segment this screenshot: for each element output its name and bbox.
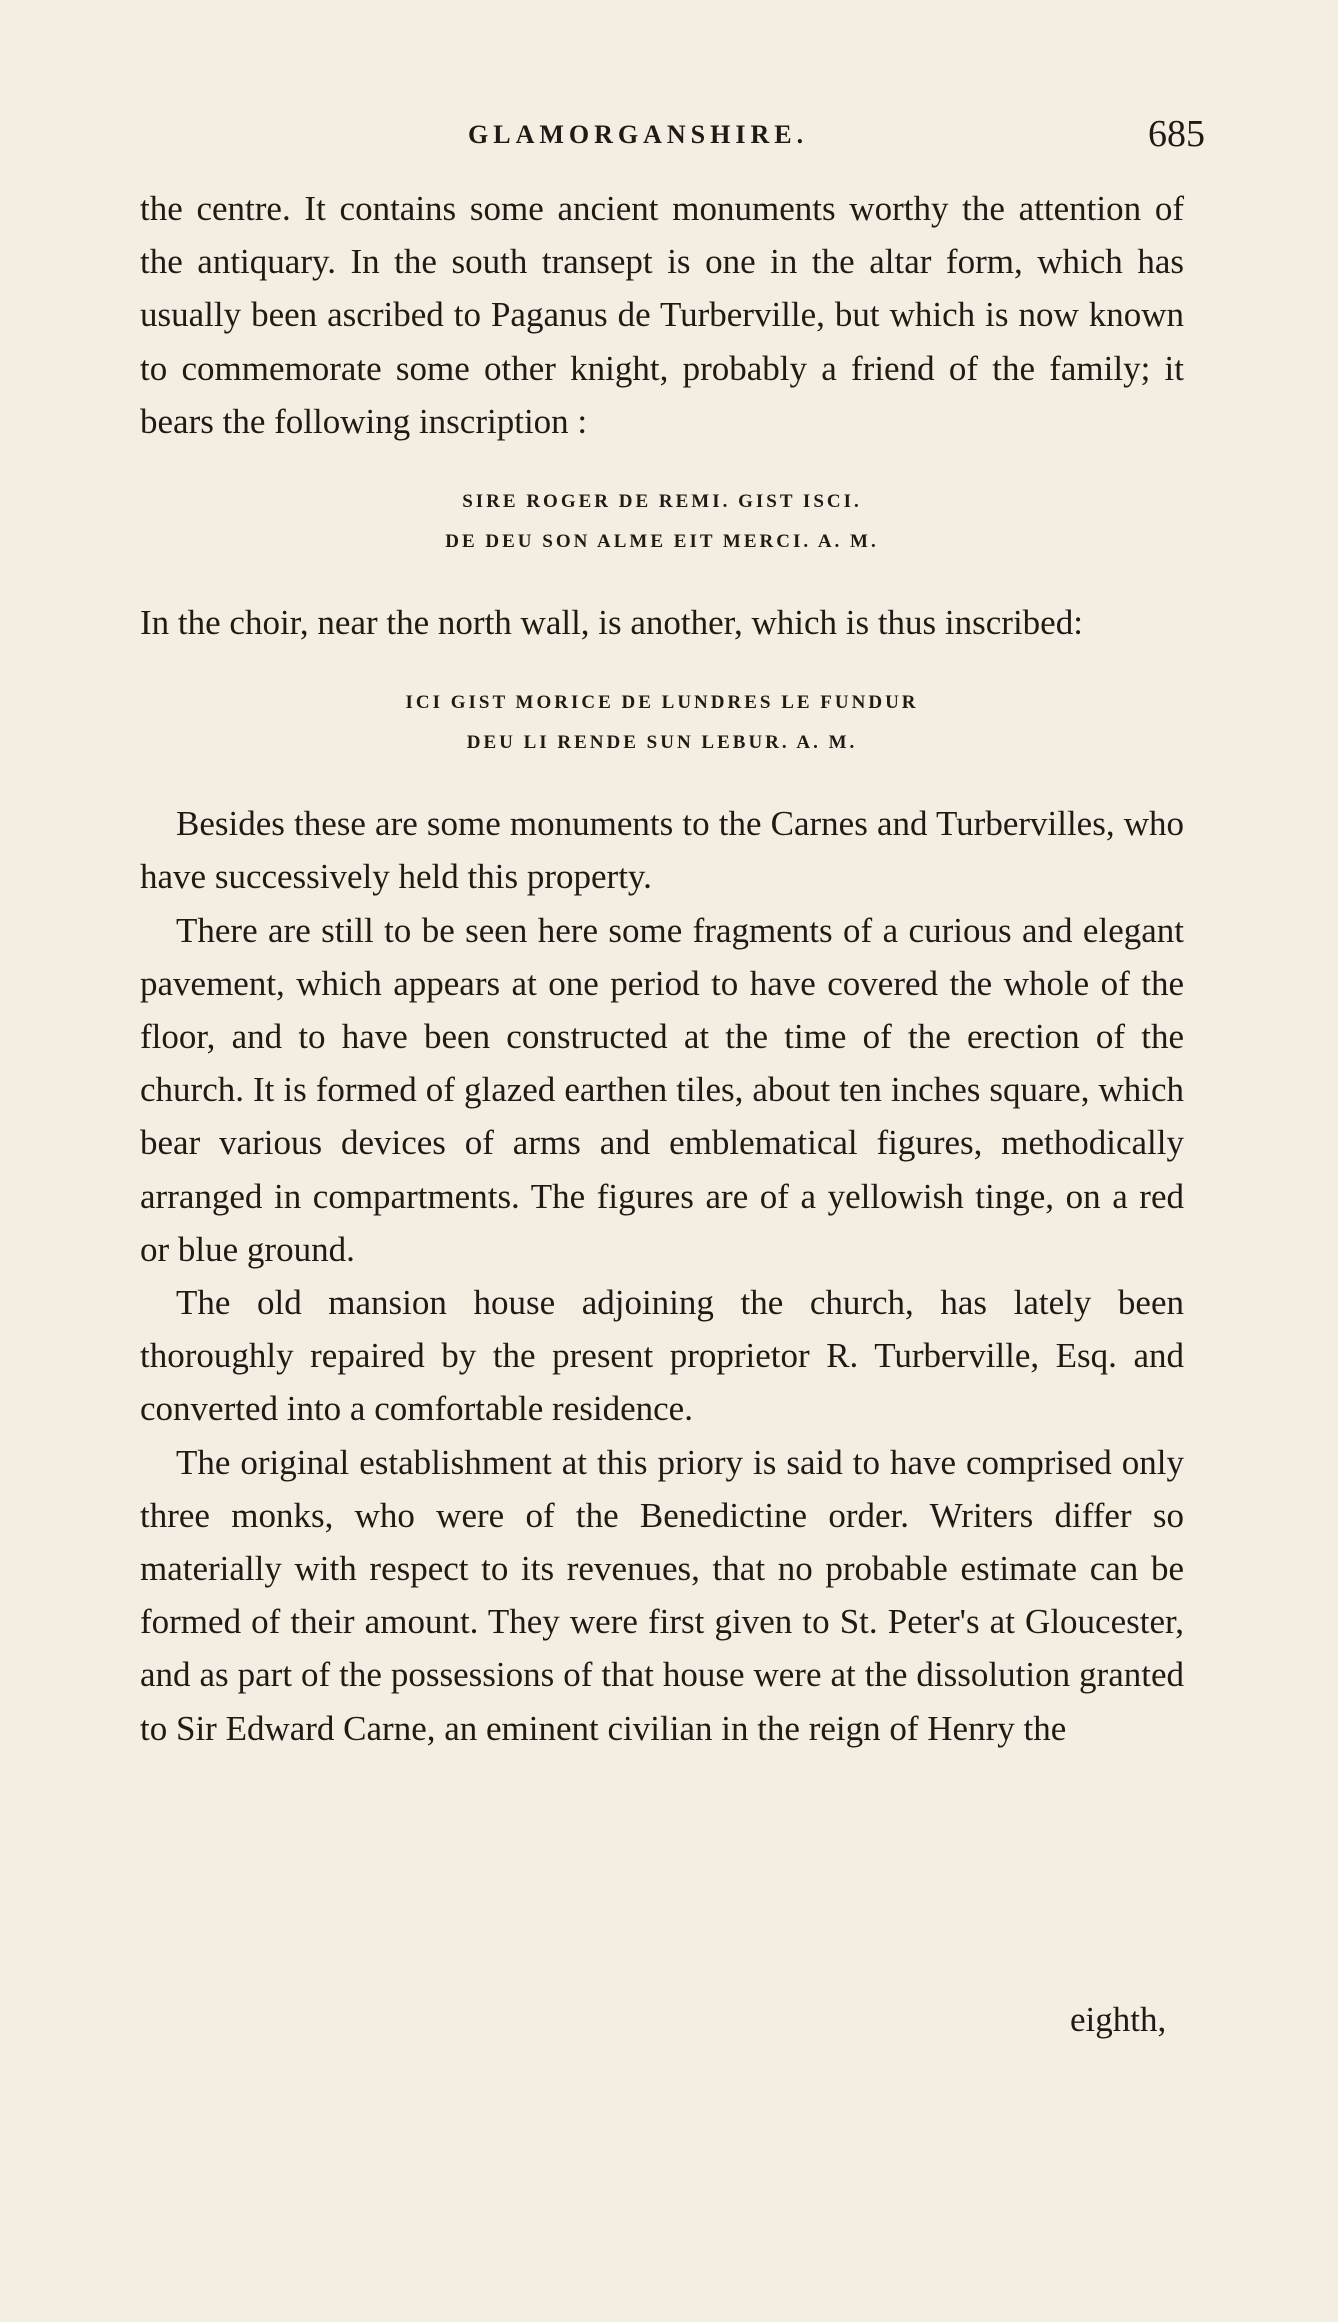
paragraph-choir: In the choir, near the north wall, is another, which is thus inscribed:: [140, 603, 1083, 643]
inscription-line: ICI GIST MORICE DE LUNDRES LE FUNDUR: [405, 692, 919, 714]
paragraph-mansion: The old mansion house adjoining the church, has lately been thoroughly repaired by the present proprietor R. Turberville, Esq. and converted into a comfortable residence.: [140, 1283, 1184, 1429]
inscription-line: DE DEU SON ALME EIT MERCI. A. M.: [445, 531, 879, 553]
running-head: [0, 112, 1338, 155]
paragraph-intro: the centre. It contains some ancient monuments worthy the attention of the antiquary. In the south transept is one in the altar form, which has usually been ascribed to Paganus de Turberville, but which is now known to commemorate some other knight, probably a friend of the family; it bears the following inscription :: [140, 189, 1184, 441]
body-text: [140, 182, 1184, 1755]
inscription-line: SIRE ROGER DE REMI. GIST ISCI.: [462, 491, 862, 513]
paragraph-establishment: The original establishment at this priory is said to have comprised only three monks, who were of the Benedictine order. Writers differ so materially with respect to its revenues, that no probable estimate can be formed of their amount. They were first given to St. Peter's at Gloucester, and as part of the possessions of that house were at the dissolution granted to Sir Edward Carne, an eminent civilian in the reign of Henry the: [140, 1442, 1184, 1748]
paragraph-pavement: There are still to be seen here some fragments of a curious and elegant pavement, which appears at one period to have covered the whole of the floor, and to have been constructed at the time of the erection of the church. It is formed of glazed earthen tiles, about ten inches square, which bear various devices of arms and emblematical figures, methodically arranged in compartments. The figures are of a yellowish tinge, on a red or blue ground.: [140, 910, 1184, 1269]
page-number: 685: [1148, 113, 1205, 155]
inscription-roger-de-remi: [140, 482, 1184, 562]
paragraph-monuments: Besides these are some monuments to the Carnes and Turbervilles, who have successively held this property.: [140, 804, 1184, 897]
inscription-line: DEU LI RENDE SUN LEBUR. A. M.: [466, 732, 858, 754]
catchword: eighth,: [1070, 2000, 1167, 2039]
running-head-title: GLAMORGANSHIRE.: [468, 120, 809, 149]
inscription-morice-de-lundres: [140, 683, 1184, 763]
